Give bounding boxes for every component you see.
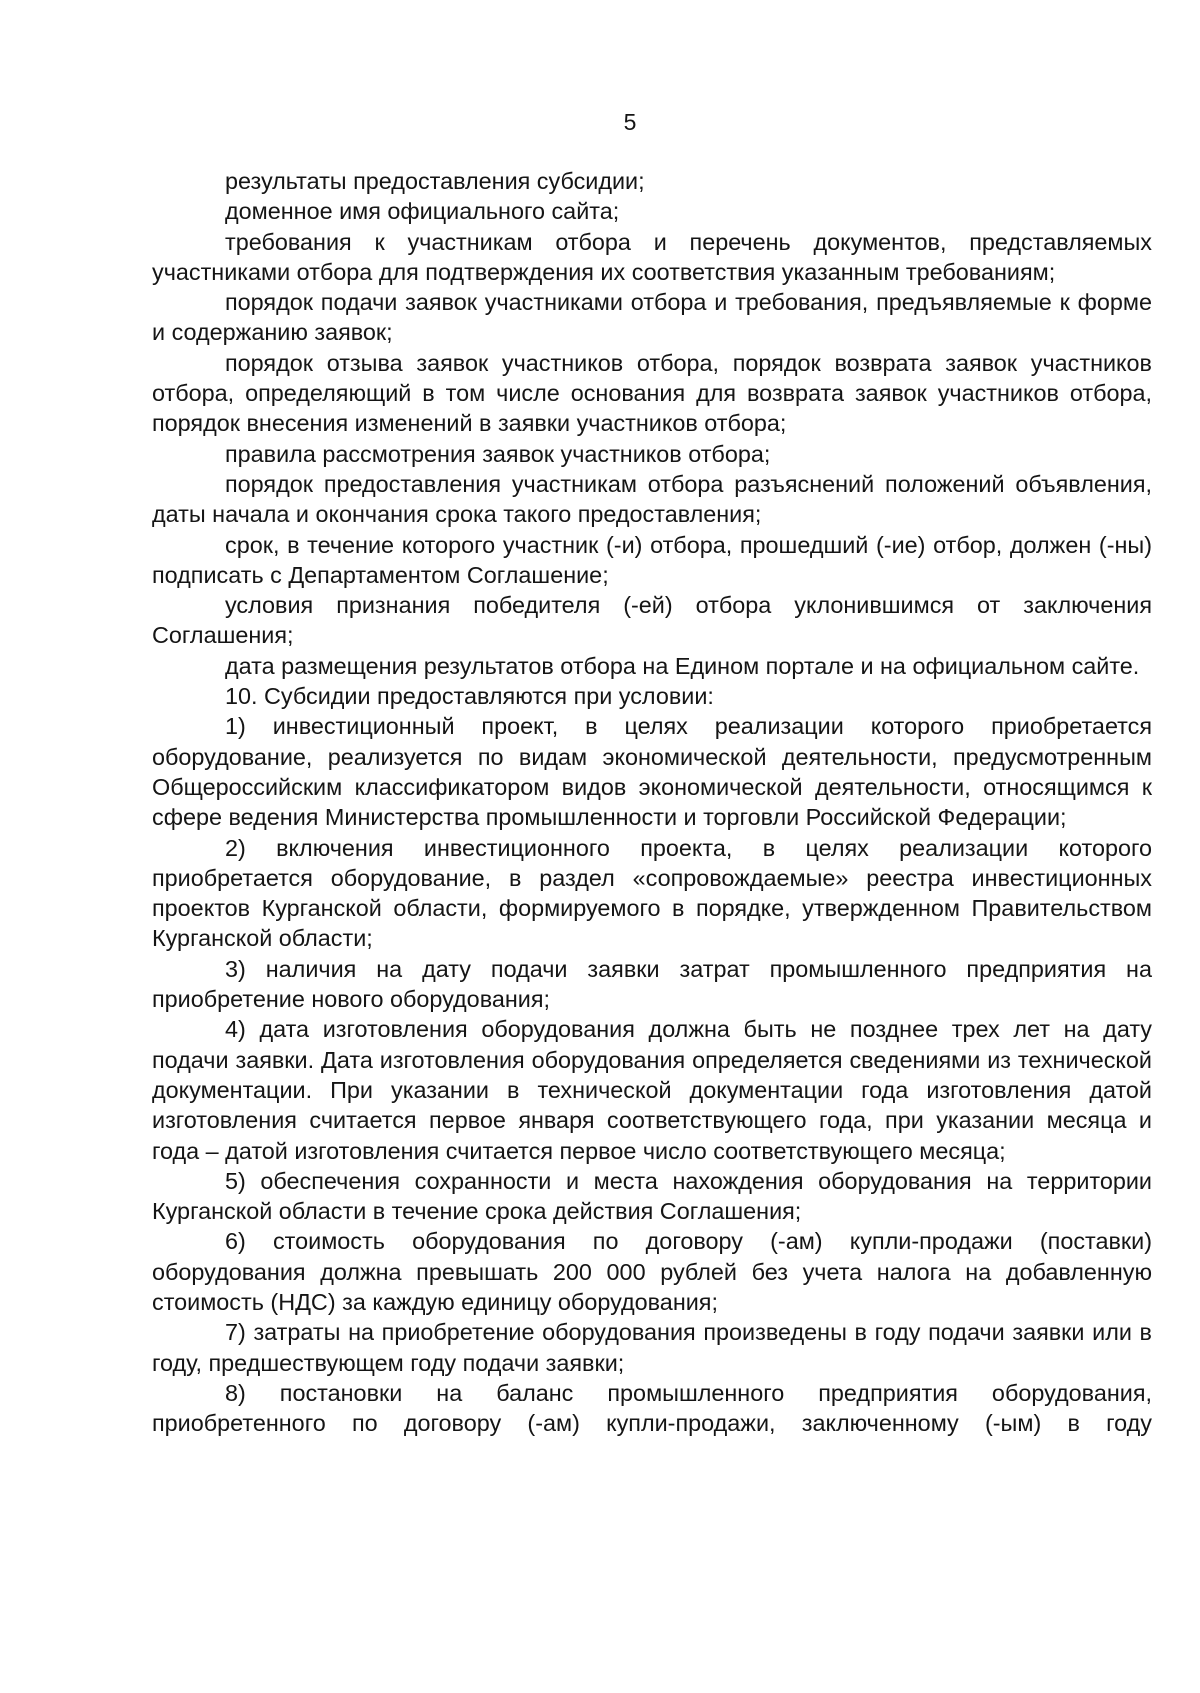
document-body: [152, 166, 1152, 1438]
paragraph-condition-3: 3) наличия на дату подачи заявки затрат промышленного предприятия на приобретение нового оборудования;: [152, 955, 1152, 1013]
paragraph-subsidy-results: результаты предоставления субсидии;: [225, 168, 645, 194]
paragraph-clause-10: 10. Субсидии предоставляются при условии:: [225, 683, 714, 710]
paragraph-domain-name: доменное имя официального сайта;: [225, 198, 620, 225]
paragraph-application-submission: порядок подачи заявок участниками отбора и требования, предъявляемые к форме и содержанию заявок;: [152, 289, 1152, 346]
paragraph-winner-evasion: условия признания победителя (-ей) отбора уклонившимся от заключения Соглашения;: [152, 592, 1152, 649]
paragraph-condition-7: 7) затраты на приобретение оборудования произведены в году подачи заявки или в году, предшествующем году подачи заявки;: [152, 1319, 1152, 1376]
paragraph-condition-6: 6) стоимость оборудования по договору (-ам) купли-продажи (поставки) оборудования должна превышать 200 000 рублей без учета налога на добавленную стоимость (НДС) за каждую единицу оборудования;: [152, 1228, 1152, 1315]
paragraph-condition-5: 5) обеспечения сохранности и места нахождения оборудования на территории Курганской области в течение срока действия Соглашения;: [152, 1167, 1152, 1225]
paragraph-condition-4: 4) дата изготовления оборудования должна быть не позднее трех лет на дату подачи заявки. Дата изготовления оборудования определяется сведениями из технической документации. При указании в технической документации года изготовления датой изготовления считается первое января соответствующего года, при указании месяца и года – датой изготовления считается первое число соответствующего месяца;: [152, 1016, 1152, 1164]
page-number: 5: [623, 109, 637, 135]
paragraph-review-rules: правила рассмотрения заявок участников отбора;: [225, 440, 771, 467]
paragraph-application-withdrawal: порядок отзыва заявок участников отбора, порядок возврата заявок участников отбора, определяющий в том числе основания для возврата заявок участников отбора, порядок внесения изменений в заявки участников отбора;: [152, 349, 1152, 437]
paragraph-participant-requirements: требования к участникам отбора и перечень документов, представляемых участниками отбора для подтверждения их соответствия указанным требованиям;: [152, 228, 1152, 285]
paragraph-condition-2: 2) включения инвестиционного проекта, в целях реализации которого приобретается оборудование, в раздел «сопровождаемые» реестра инвестиционных проектов Курганской области, формируемого в порядке, утвержденном Правительством Курганской области;: [152, 834, 1152, 952]
paragraph-clarifications: порядок предоставления участникам отбора разъяснений положений объявления, даты начала и окончания срока такого предоставления;: [152, 470, 1152, 528]
paragraph-results-publication: дата размещения результатов отбора на Едином портале и на официальном сайте.: [225, 652, 1140, 679]
paragraph-condition-8: 8) постановки на баланс промышленного предприятия оборудования, приобретенного по договору (-ам) купли-продажи, заключенному (-ым) в году: [152, 1379, 1152, 1437]
paragraph-agreement-term: срок, в течение которого участник (-и) отбора, прошедший (-ие) отбор, должен (-ны) подписать с Департаментом Соглашение;: [152, 531, 1152, 588]
paragraph-condition-1: 1) инвестиционный проект, в целях реализации которого приобретается оборудование, реализуется по видам экономической деятельности, предусмотренным Общероссийским классификатором видов экономической деятельности, относящимся к сфере ведения Министерства промышленности и торговли Российской Федерации;: [152, 713, 1152, 831]
